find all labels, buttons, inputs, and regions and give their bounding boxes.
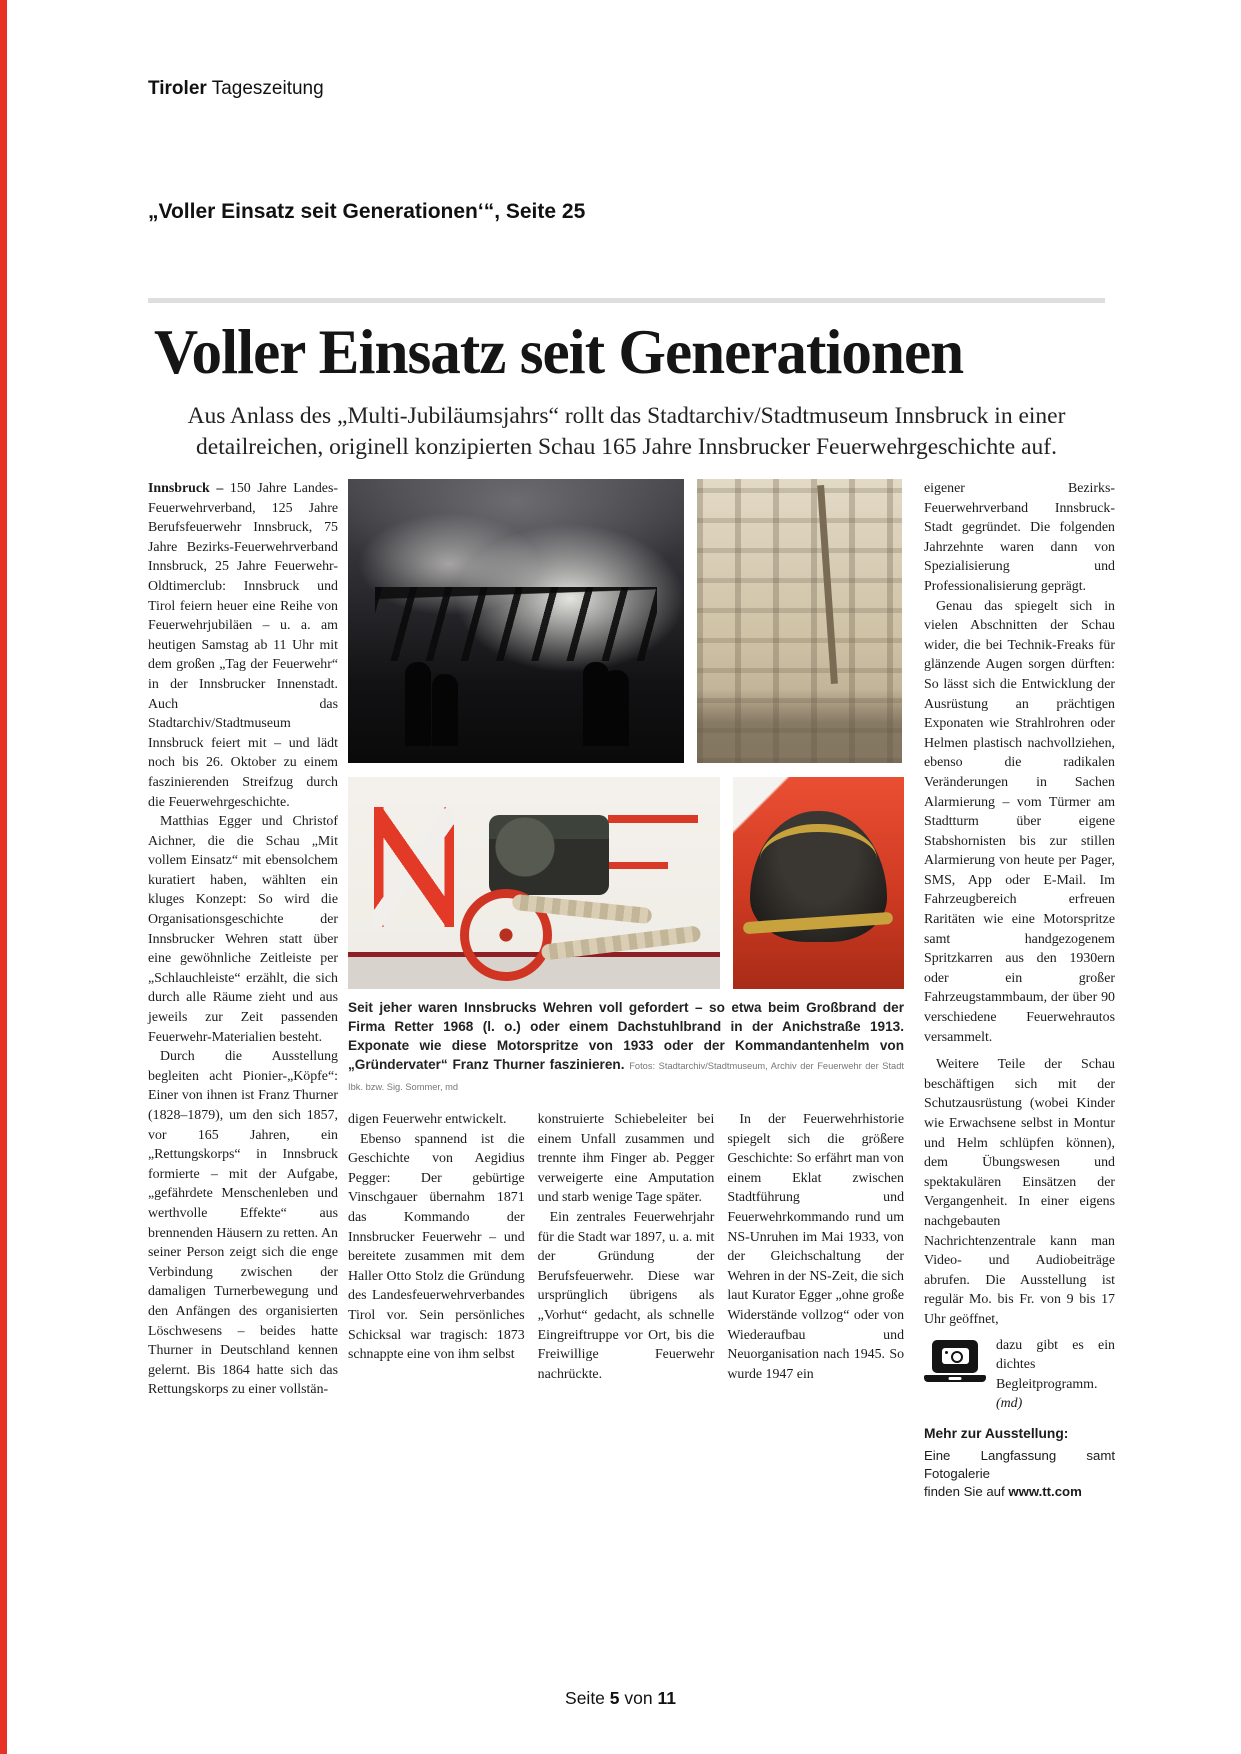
lead-paragraph-text: 150 Jahre Landes-Feuerwehrverband, 125 Jahre Berufsfeuerwehr Innsbruck, 75 Jahre Bezirks-Feuerwehrverband Innsbruck, 25 Jahre Feuerwehr-Oldtimerclub: Innsbruck und Tirol feiern heuer eine Reihe von Feuerwehrjubiläen – u. a. am heutigen Samstag ab 11 Uhr mit dem großen „Tag der Feuerwehr“ in der Innsbrucker Innenstadt. Auch das Stadtarchiv/Stadtmuseum Innsbruck feiert mit – und lädt noch bis 26. Oktober zu einem faszinierenden Streifzug durch die Feuerwehrgeschichte. bbox=[148, 481, 338, 810]
photo-row-bottom bbox=[348, 777, 904, 989]
photo-motorspritze-1933-exhibit bbox=[348, 777, 720, 989]
article-column-2 bbox=[348, 1110, 525, 1384]
photo-row-top bbox=[348, 479, 904, 763]
article-middle-section bbox=[348, 479, 904, 1501]
helmet-gold-crest bbox=[760, 824, 876, 896]
motor-pump bbox=[489, 815, 609, 895]
article-paragraph: Ebenso spannend ist die Geschichte von Aegidius Pegger: Der gebürtige Vinschgauer übernahm 1871 das Kommando der Innsbrucker Feuerwehr – und bereitete zusammen mit dem Haller Otto Stolz die Gründung des Landesfeuerwehrverbandes Tirol vor. Sein persönliches Schicksal war tragisch: 1873 schnappte eine von ihm selbst bbox=[348, 1131, 525, 1363]
middle-text-columns bbox=[348, 1110, 904, 1384]
footer-total-pages: 11 bbox=[657, 1688, 676, 1708]
lead-location: Innsbruck – bbox=[148, 481, 224, 496]
caption-text: Seit jeher waren Innsbrucks Wehren voll gefordert – so etwa beim Großbrand der Firma Retter 1968 (l. o.) oder einem Dachstuhlbrand in der Anichstraße 1913. Exponate wie diese Motorspritze von 1933 oder der Kommandantenhelm von „Gründervater“ Franz Thurner faszinieren. bbox=[348, 1000, 904, 1072]
page-number-footer bbox=[0, 1688, 1241, 1709]
left-margin-red-bar bbox=[0, 0, 7, 1754]
article-paragraph: digen Feuerwehr entwickelt. bbox=[348, 1112, 507, 1127]
laptop-camera-icon bbox=[924, 1336, 986, 1382]
article-paragraph: Ein zentrales Feuerwehrjahr für die Stadt war 1897, u. a. mit der Gründung der Berufsfeuerwehr. Diese war ursprünglich übrigens als „Vorhut“ gedacht, als schnelle Eingreiftruppe vor Ort, bis die Freiwillige Feuerwehr nachrückte. bbox=[537, 1209, 715, 1382]
clipping-top-rule bbox=[148, 298, 1105, 303]
article-paragraph: Matthias Egger und Christof Aichner, die die Schau „Mit vollem Einsatz“ mit ebensolchem kuratiert haben, wählten ein kluges Konzept: So wird die Organisationsgeschichte der Innsbrucker Wehren statt über eine gewöhnliche Zeitleiste per „Schlauchleiste“ erzählt, die sich durch alle Räume zieht und aus jeweils zur Zeit passenden Feuerwehr-Materialien besteht. bbox=[148, 814, 338, 1045]
footer-prefix: Seite bbox=[565, 1688, 610, 1708]
more-info-box bbox=[924, 1424, 1115, 1501]
firefighter-silhouette bbox=[405, 662, 431, 746]
article-column-3 bbox=[538, 1110, 715, 1384]
ladder-shape bbox=[737, 496, 773, 717]
footer-current-page: 5 bbox=[609, 1688, 620, 1708]
photo-caption bbox=[348, 998, 904, 1097]
laptop-base bbox=[924, 1375, 986, 1382]
article-column-4 bbox=[727, 1110, 904, 1384]
closing-block bbox=[924, 1336, 1115, 1414]
tt-com-url: www.tt.com bbox=[1008, 1483, 1082, 1499]
article-subhead: Aus Anlass des „Multi-Jubiläumsjahrs“ rollt das Stadtarchiv/Stadtmuseum Innsbruck in einer detailreichen, originell konzipierten Schau 165 Jahre Innsbrucker Feuerwehrgeschichte auf. bbox=[187, 403, 1066, 460]
ladder-shape bbox=[817, 485, 838, 684]
red-shelf bbox=[608, 862, 668, 869]
closing-sentence: dazu gibt es ein dichtes Begleitprogramm. bbox=[996, 1337, 1115, 1392]
article-paragraph: eigener Bezirks-Feuerwehrverband Innsbruck-Stadt gegründet. Die folgenden Jahrzehnte waren dann von Spezialisierung und Professionalisierung geprägt. bbox=[924, 481, 1115, 594]
masthead bbox=[148, 78, 1105, 100]
article-paragraph bbox=[148, 479, 338, 812]
article-column-1 bbox=[148, 479, 338, 1501]
article-paragraph: Weitere Teile der Schau beschäftigen sich mit der Schutzausrüstung (wobei Kinder wie Erwachsene selbst in Montur und Helm schlüpfen können), dem Übungswesen und spektakulären Einsätzen der Vergangenheit. In einer eigens nachgebauten Nachrichtenzentrale kann man Video- und Audiobeiträge abrufen. Die Ausstellung ist regulär Mo. bis Fr. von 9 bis 17 Uhr geöffnet, bbox=[924, 1057, 1115, 1327]
article-paragraph: In der Feuerwehrhistorie spiegelt sich die größere Geschichte: So erfährt man von einem Eklat zwischen Stadtführung und Feuerwehrkommando rund um NS-Unruhen im Mai 1933, von der Gleichschaltung der Wehren in der NS-Zeit, die sich laut Kurator Egger „ohne große Widerstände vollzog“ oder von Wiederaufbau und Neuorganisation nach 1945. So wurde 1947 ein bbox=[727, 1112, 905, 1382]
photo-credits: Fotos: Stadtarchiv/Stadtmuseum, Archiv der Feuerwehr der Stadt Ibk. bzw. Sig. Sommer, md bbox=[348, 1061, 904, 1092]
page-content bbox=[148, 78, 1115, 1501]
firefighter-silhouette bbox=[432, 674, 458, 746]
article-body bbox=[148, 479, 1115, 1501]
photo-grossbrand-retter-1968 bbox=[348, 479, 684, 763]
photo-kommandantenhelm-thurner bbox=[733, 777, 904, 989]
closing-text bbox=[996, 1336, 1115, 1414]
masthead-brand-rest: Tageszeitung bbox=[206, 78, 324, 99]
firefighter-silhouette bbox=[603, 670, 629, 746]
photo-dachstuhlbrand-anichstrasse-1913 bbox=[697, 479, 902, 763]
author-initials: (md) bbox=[996, 1396, 1023, 1412]
burning-roof-truss bbox=[375, 587, 657, 661]
more-info-text bbox=[924, 1447, 1115, 1501]
article-column-5 bbox=[924, 479, 1115, 1501]
more-info-title: Mehr zur Ausstellung: bbox=[924, 1425, 1069, 1441]
photo-grid bbox=[348, 479, 904, 989]
red-ladder-chair bbox=[374, 807, 454, 927]
kicker-reference-line: „Voller Einsatz seit Generationen‘“, Seite 25 bbox=[148, 200, 586, 223]
article-paragraph: Durch die Ausstellung begleiten acht Pionier-„Köpfe“: Einer von ihnen ist Franz Thurner (1828–1879), um den sich 1857, vor 165 Jahren, ein „Rettungskorps“ in Innsbruck formierte – mit der Aufgabe, „gefährdete Menschenleben und werthvolle Effekte“ aus brennenden Häusern zu retten. An seiner Person zeigt sich die enge Verbindung zwischen der damaligen Turnerbewegung und den Anfängen des organisierten Löschwesens – beides hatte Thurner in Deutschland kennen gelernt. Bis 1864 hatte sich das Rettungskorps zu einer vollstän- bbox=[148, 1049, 338, 1398]
article-paragraph: Genau das spiegelt sich in vielen Abschnitten der Schau wider, die bei Technik-Freaks für glänzende Augen sorgen dürften: So lässt sich die Entwicklung der Ausrüstung an prächtigen Exponaten wie Strahlrohren oder Helmen plastisch nachvollziehen, ebenso die radikalen Veränderungen in Sachen Alarmierung – vom Türmer am Stadtturm über eigene Stabshornisten bis zur stillen Alarmierung von heute per Pager, SMS, App oder E-Mail. Im Fahrzeugbereich erfreuen Raritäten wie eine Motorspritze samt handgezogenem Spritzkarren aus den 1930ern oder ein großer Fahrzeugstammbaum, der über 90 verschiedene Feuerwehrautos versammelt. bbox=[924, 598, 1115, 1045]
more-info-line1: Eine Langfassung samt Fotogalerie bbox=[924, 1447, 1115, 1481]
masthead-brand-bold: Tiroler bbox=[148, 78, 207, 99]
article-paragraph: konstruierte Schiebeleiter bei einem Unfall zusammen und trennte ihm Finger ab. Pegger verweigerte eine Amputation und starb wenige Tage später. bbox=[537, 1112, 715, 1206]
more-info-line2: finden Sie auf bbox=[924, 1483, 1009, 1499]
footer-middle: von bbox=[619, 1688, 658, 1708]
red-shelf bbox=[608, 815, 698, 823]
article-headline: Voller Einsatz seit Generationen bbox=[154, 317, 964, 387]
camera-glyph bbox=[942, 1348, 969, 1364]
laptop-screen bbox=[932, 1340, 978, 1373]
